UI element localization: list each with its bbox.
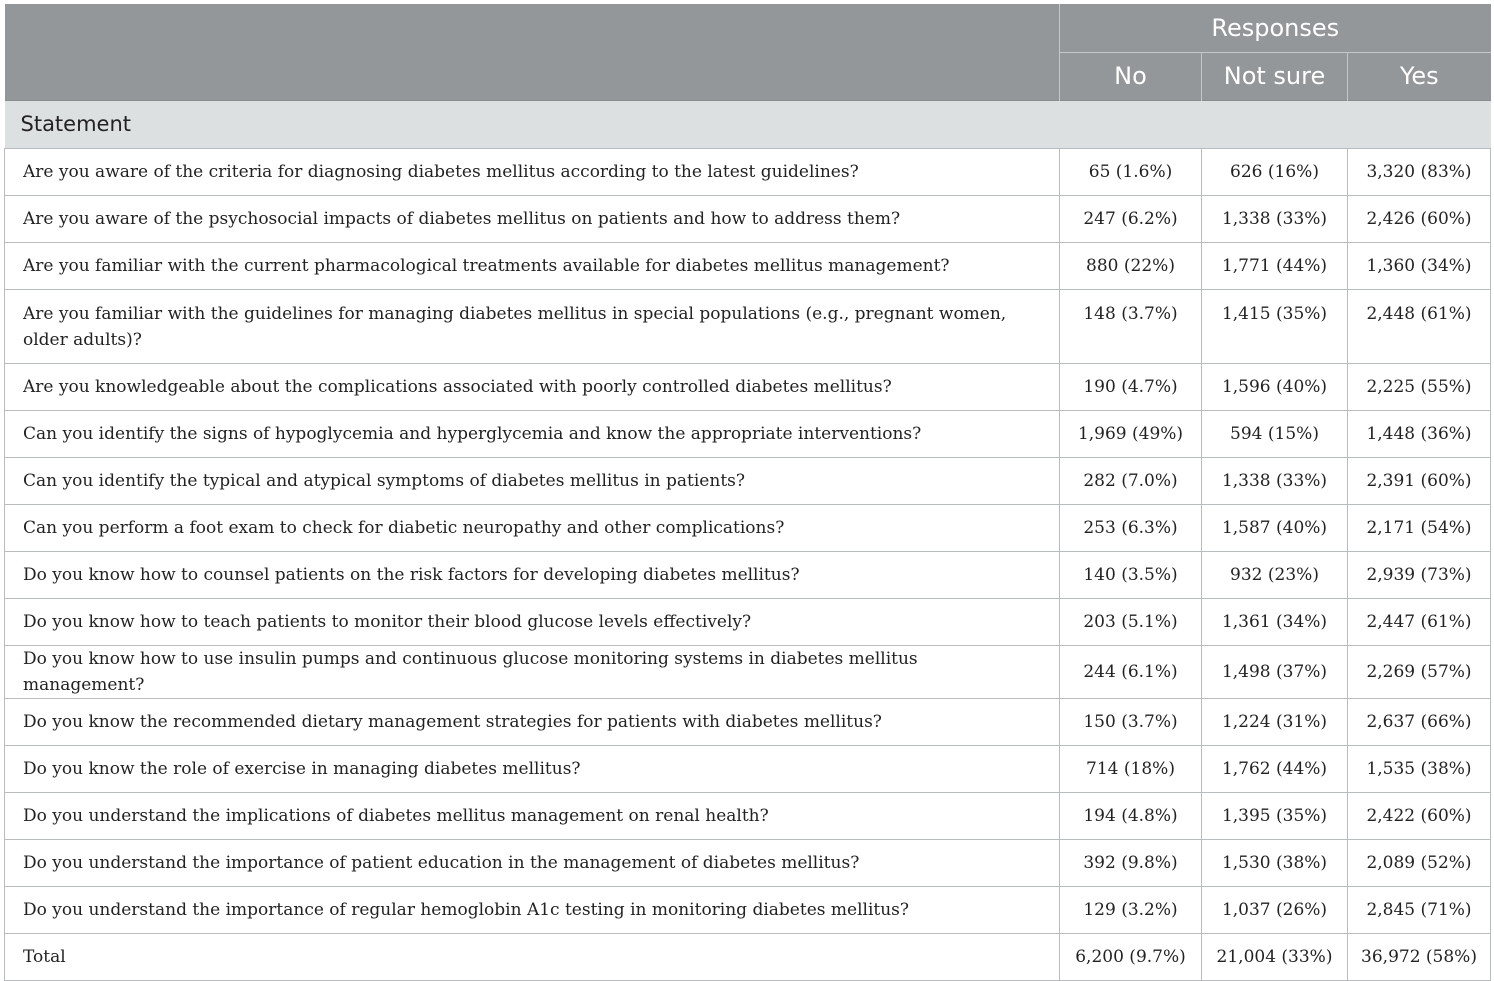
table-row bbox=[5, 242, 1491, 289]
responses-table bbox=[4, 4, 1491, 981]
statement-cell: Do you know how to counsel patients on the risk factors for developing diabetes mellitus? bbox=[5, 551, 1060, 598]
not-sure-cell: 1,037 (26%) bbox=[1202, 886, 1348, 933]
not-sure-cell: 1,415 (35%) bbox=[1202, 289, 1348, 363]
yes-cell: 3,320 (83%) bbox=[1348, 148, 1491, 195]
header-blank-cell bbox=[5, 4, 1060, 52]
table-row bbox=[5, 289, 1491, 363]
table-container bbox=[4, 4, 1490, 981]
table-row bbox=[5, 504, 1491, 551]
no-cell: 129 (3.2%) bbox=[1060, 886, 1202, 933]
section-label-statement: Statement bbox=[5, 100, 1491, 148]
not-sure-cell: 1,361 (34%) bbox=[1202, 598, 1348, 645]
no-cell: 6,200 (9.7%) bbox=[1060, 933, 1202, 980]
statement-cell: Do you know how to use insulin pumps and continuous glucose monitoring systems in diabetes mellitus management? bbox=[5, 645, 1060, 698]
table-row bbox=[5, 148, 1491, 195]
not-sure-cell: 1,338 (33%) bbox=[1202, 457, 1348, 504]
table-row bbox=[5, 457, 1491, 504]
not-sure-cell: 1,395 (35%) bbox=[1202, 792, 1348, 839]
no-cell: 282 (7.0%) bbox=[1060, 457, 1202, 504]
statement-cell: Do you know the recommended dietary management strategies for patients with diabetes mellitus? bbox=[5, 698, 1060, 745]
not-sure-cell: 21,004 (33%) bbox=[1202, 933, 1348, 980]
not-sure-cell: 1,338 (33%) bbox=[1202, 195, 1348, 242]
statement-cell: Can you perform a foot exam to check for diabetic neuropathy and other complications? bbox=[5, 504, 1060, 551]
statement-cell: Are you knowledgeable about the complications associated with poorly controlled diabetes mellitus? bbox=[5, 363, 1060, 410]
yes-cell: 2,422 (60%) bbox=[1348, 792, 1491, 839]
not-sure-cell: 594 (15%) bbox=[1202, 410, 1348, 457]
no-cell: 194 (4.8%) bbox=[1060, 792, 1202, 839]
no-cell: 247 (6.2%) bbox=[1060, 195, 1202, 242]
statement-cell: Do you understand the importance of regular hemoglobin A1c testing in monitoring diabetes mellitus? bbox=[5, 886, 1060, 933]
no-cell: 190 (4.7%) bbox=[1060, 363, 1202, 410]
column-header-no: No bbox=[1060, 52, 1202, 100]
yes-cell: 2,089 (52%) bbox=[1348, 839, 1491, 886]
table-row bbox=[5, 745, 1491, 792]
total-row bbox=[5, 933, 1491, 980]
yes-cell: 1,448 (36%) bbox=[1348, 410, 1491, 457]
header-row-group bbox=[5, 4, 1491, 52]
not-sure-cell: 1,762 (44%) bbox=[1202, 745, 1348, 792]
not-sure-cell: 1,530 (38%) bbox=[1202, 839, 1348, 886]
yes-cell: 2,426 (60%) bbox=[1348, 195, 1491, 242]
table-row bbox=[5, 698, 1491, 745]
statement-cell: Are you aware of the psychosocial impacts of diabetes mellitus on patients and how to address them? bbox=[5, 195, 1060, 242]
no-cell: 148 (3.7%) bbox=[1060, 289, 1202, 363]
yes-cell: 2,447 (61%) bbox=[1348, 598, 1491, 645]
table-row bbox=[5, 839, 1491, 886]
section-row bbox=[5, 100, 1491, 148]
statement-cell: Do you understand the implications of diabetes mellitus management on renal health? bbox=[5, 792, 1060, 839]
header-blank-cell bbox=[5, 52, 1060, 100]
table-row bbox=[5, 195, 1491, 242]
yes-cell: 2,939 (73%) bbox=[1348, 551, 1491, 598]
not-sure-cell: 932 (23%) bbox=[1202, 551, 1348, 598]
not-sure-cell: 1,498 (37%) bbox=[1202, 645, 1348, 698]
no-cell: 880 (22%) bbox=[1060, 242, 1202, 289]
no-cell: 203 (5.1%) bbox=[1060, 598, 1202, 645]
yes-cell: 1,360 (34%) bbox=[1348, 242, 1491, 289]
responses-group-header: Responses bbox=[1060, 4, 1491, 52]
no-cell: 253 (6.3%) bbox=[1060, 504, 1202, 551]
table-row bbox=[5, 410, 1491, 457]
statement-cell: Are you familiar with the current pharmacological treatments available for diabetes mellitus management? bbox=[5, 242, 1060, 289]
statement-cell: Do you know how to teach patients to monitor their blood glucose levels effectively? bbox=[5, 598, 1060, 645]
table-row bbox=[5, 551, 1491, 598]
yes-cell: 2,269 (57%) bbox=[1348, 645, 1491, 698]
yes-cell: 1,535 (38%) bbox=[1348, 745, 1491, 792]
no-cell: 392 (9.8%) bbox=[1060, 839, 1202, 886]
yes-cell: 2,637 (66%) bbox=[1348, 698, 1491, 745]
no-cell: 140 (3.5%) bbox=[1060, 551, 1202, 598]
no-cell: 244 (6.1%) bbox=[1060, 645, 1202, 698]
statement-cell: Do you know the role of exercise in managing diabetes mellitus? bbox=[5, 745, 1060, 792]
not-sure-cell: 1,771 (44%) bbox=[1202, 242, 1348, 289]
no-cell: 714 (18%) bbox=[1060, 745, 1202, 792]
not-sure-cell: 1,224 (31%) bbox=[1202, 698, 1348, 745]
column-header-not-sure: Not sure bbox=[1202, 52, 1348, 100]
yes-cell: 36,972 (58%) bbox=[1348, 933, 1491, 980]
column-header-yes: Yes bbox=[1348, 52, 1491, 100]
yes-cell: 2,225 (55%) bbox=[1348, 363, 1491, 410]
table-row bbox=[5, 598, 1491, 645]
table-row bbox=[5, 363, 1491, 410]
no-cell: 150 (3.7%) bbox=[1060, 698, 1202, 745]
yes-cell: 2,391 (60%) bbox=[1348, 457, 1491, 504]
table-row bbox=[5, 645, 1491, 698]
yes-cell: 2,171 (54%) bbox=[1348, 504, 1491, 551]
not-sure-cell: 1,596 (40%) bbox=[1202, 363, 1348, 410]
not-sure-cell: 1,587 (40%) bbox=[1202, 504, 1348, 551]
statement-cell: Are you aware of the criteria for diagnosing diabetes mellitus according to the latest guidelines? bbox=[5, 148, 1060, 195]
table-row bbox=[5, 792, 1491, 839]
yes-cell: 2,845 (71%) bbox=[1348, 886, 1491, 933]
statement-cell: Can you identify the typical and atypical symptoms of diabetes mellitus in patients? bbox=[5, 457, 1060, 504]
no-cell: 1,969 (49%) bbox=[1060, 410, 1202, 457]
statement-cell: Total bbox=[5, 933, 1060, 980]
yes-cell: 2,448 (61%) bbox=[1348, 289, 1491, 363]
not-sure-cell: 626 (16%) bbox=[1202, 148, 1348, 195]
statement-cell: Are you familiar with the guidelines for managing diabetes mellitus in special populations (e.g., pregnant women, older adults)? bbox=[5, 289, 1060, 363]
statement-cell: Can you identify the signs of hypoglycemia and hyperglycemia and know the appropriate interventions? bbox=[5, 410, 1060, 457]
no-cell: 65 (1.6%) bbox=[1060, 148, 1202, 195]
statement-cell: Do you understand the importance of patient education in the management of diabetes mellitus? bbox=[5, 839, 1060, 886]
table-row bbox=[5, 886, 1491, 933]
header-row-columns bbox=[5, 52, 1491, 100]
